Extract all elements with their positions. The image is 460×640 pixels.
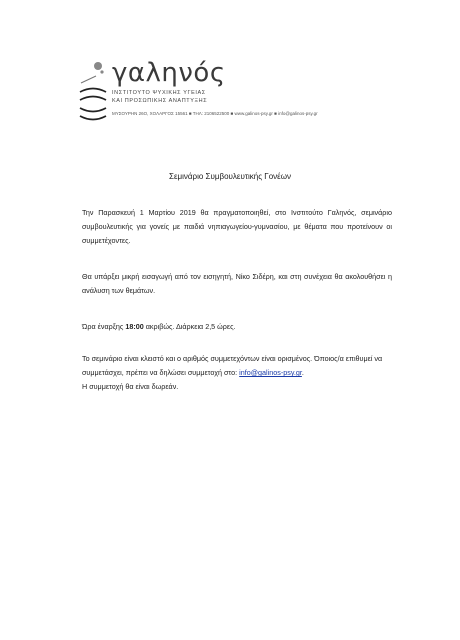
brand-subtitle-line2: ΚΑΙ ΠΡΟΣΩΠΙΚΗΣ ΑΝΑΠΤΥΞΗΣ [112, 98, 208, 104]
brand-subtitle-line1: ΙΝΣΤΙΤΟΥΤΟ ΨΥΧΙΚΗΣ ΥΓΕΙΑΣ [112, 90, 206, 96]
paragraph-registration [82, 352, 392, 394]
start-time-suffix: ακριβώς. Διάρκεια 2,5 ώρες. [143, 322, 236, 331]
contact-info: ΜΥΣΟΥΡΗΝ 26Ο, ΧΟΛΑΡΓΟΣ 15561 ■ ΤΗΛ: 2106522500 ■ www.galinos-psy.gr ■ info@galinos-psy.gr [112, 111, 318, 116]
registration-end: . [301, 368, 304, 377]
paragraph-introduction: Θα υπάρξει μικρή εισαγωγή από τον εισηγητή, Νίκο Σιδέρη, και στη συνέχεια θα ακολουθήσει η ανάλυση των θεμάτων. [82, 272, 392, 295]
registration-text: Το σεμινάριο είναι κλειστό και ο αριθμός συμμετεχόντων είναι ορισμένος. Όποιος/α επιθυμεί να συμμετάσχει, πρέπει να δηλώσει συμμετοχή στο: [82, 354, 383, 377]
galinos-logo-icon [78, 58, 108, 128]
start-time-prefix: Ώρα έναρξης [82, 322, 126, 331]
paragraph-announcement: Την Παρασκευή 1 Μαρτίου 2019 θα πραγματοποιηθεί, στο Ινστιτούτο Γαληνός, σεμινάριο συμβουλευτικής για γονείς με παιδιά νηπιαγωγείου-γυμνασίου, με θέματα που προτείνουν οι συμμετέχοντες. [82, 208, 392, 245]
brand-name: γαληνός [112, 58, 226, 88]
document-title: Σεμινάριο Συμβουλευτικής Γονέων [169, 172, 291, 181]
paragraph-start-time [82, 320, 392, 334]
free-participation-note: Η συμμετοχή θα είναι δωρεάν. [82, 382, 179, 391]
start-time-value: 18:00 [125, 322, 144, 331]
registration-email-link[interactable]: info@galinos-psy.gr [239, 368, 302, 377]
